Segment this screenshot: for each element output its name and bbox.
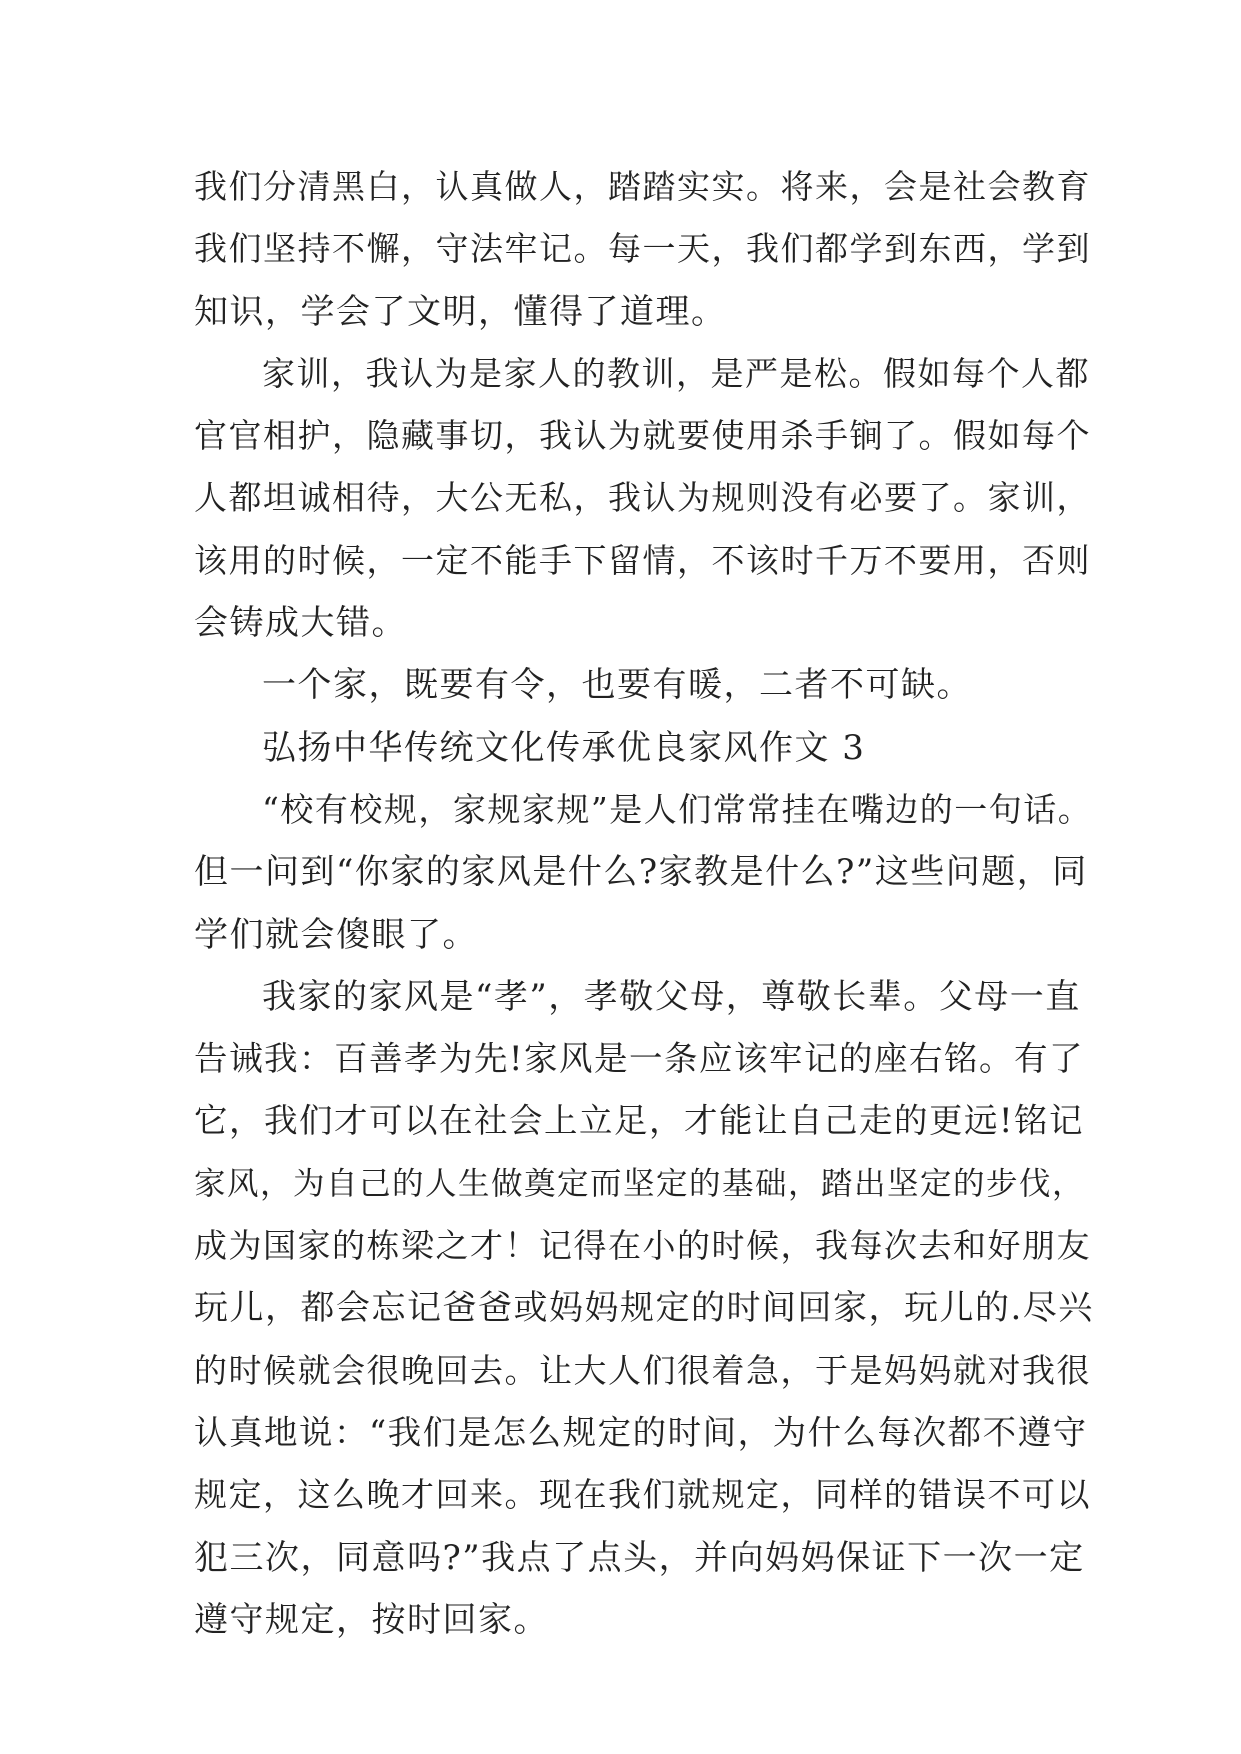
text-line: 学们就会傻眼了。 xyxy=(194,914,478,955)
text-line: 遵守规定，按时回家。 xyxy=(194,1599,549,1640)
text-line: 知识，学会了文明，懂得了道理。 xyxy=(194,291,727,332)
text-line: 我们分清黑白，认真做人，踏踏实实。将来，会是社会教育 xyxy=(194,167,1091,206)
text-line: 家训，我认为是家人的教训，是严是松。假如每个人都 xyxy=(262,353,1090,393)
text-line: 人都坦诚相待，大公无私，我认为规则没有必要了。家训， xyxy=(194,478,1091,518)
text-line: 玩儿，都会忘记爸爸或妈妈规定的时间回家，玩儿的.尽兴 xyxy=(194,1288,1094,1329)
text-line: 会铸成大错。 xyxy=(194,603,407,644)
text-line: 犯三次，同意吗?”我点了点头，并向妈妈保证下一次一定 xyxy=(194,1537,1085,1578)
text-line: 一个家，既要有令，也要有暖，二者不可缺。 xyxy=(262,665,972,706)
text-line: 弘扬中华传统文化传承优良家风作文 3 xyxy=(262,727,866,768)
text-line: 它，我们才可以在社会上立足，才能让自己走的更远!铭记 xyxy=(194,1101,1084,1141)
text-line: “校有校规，家规家规”是人们常常挂在嘴边的一句话。 xyxy=(262,789,1093,829)
text-line: 认真地说：“我们是怎么规定的时间，为什么每次都不遵守 xyxy=(194,1412,1088,1452)
text-line: 的时候就会很晚回去。让大人们很着急，于是妈妈就对我很 xyxy=(194,1350,1091,1390)
text-line: 我们坚持不懈，守法牢记。每一天，我们都学到东西，学到 xyxy=(194,229,1091,269)
text-line: 官官相护，隐藏事切，我认为就要使用杀手锏了。假如每个 xyxy=(194,416,1091,456)
body-text xyxy=(194,156,1094,1651)
text-line: 告诫我：百善孝为先!家风是一条应该牢记的座右铭。有了 xyxy=(194,1039,1084,1079)
text-line: 我家的家风是“孝”，孝敬父母，尊敬长辈。父母一直 xyxy=(262,976,1081,1017)
text-line: 家风，为自己的人生做奠定而坚定的基础，踏出坚定的步伐， xyxy=(194,1165,1086,1202)
text-line: 成为国家的栋梁之才！记得在小的时候，我每次去和好朋友 xyxy=(194,1226,1091,1266)
text-line: 规定，这么晚才回来。现在我们就规定，同样的错误不可以 xyxy=(194,1475,1091,1515)
text-line: 但一问到“你家的家风是什么?家教是什么?”这些问题，同 xyxy=(194,852,1088,893)
text-line: 该用的时候，一定不能手下留情，不该时千万不要用，否则 xyxy=(194,540,1091,580)
